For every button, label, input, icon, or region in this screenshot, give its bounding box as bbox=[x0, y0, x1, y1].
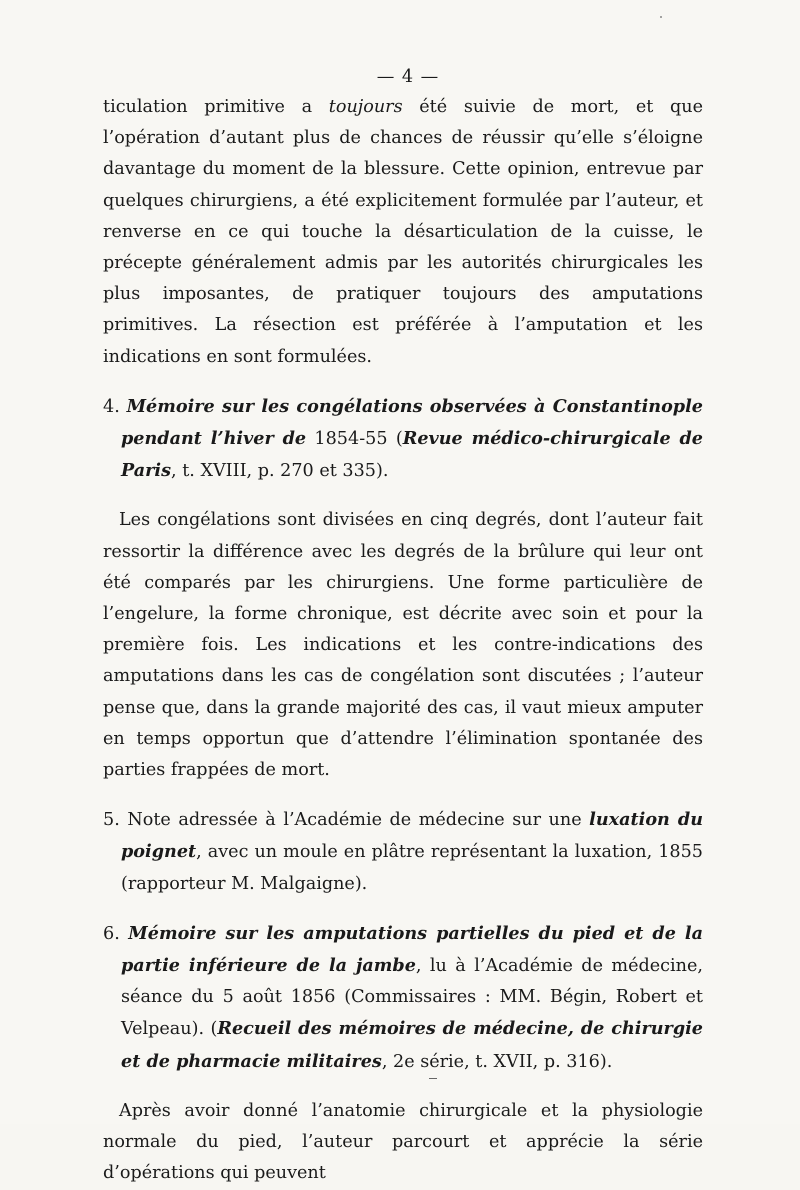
entry-title: Mémoire sur les amputations partielles du pied et de la partie inférieure de la jambe bbox=[121, 922, 704, 977]
paragraph-pied: Après avoir donné l’anatomie chirurgicale et la physiologie normale du pied, l’auteur parcourt et apprécie la série d’opérations qui peuvent bbox=[103, 1100, 703, 1184]
entry-reference: , 2e série, t. XVII, p. 316). bbox=[381, 1051, 613, 1072]
emphasis-text: toujours bbox=[328, 97, 403, 117]
entry-number: 5. bbox=[103, 810, 120, 831]
entry-emphasis: luxation du poignet bbox=[121, 809, 703, 863]
entry-title: Mémoire sur les congélations observées à Constantinople pendant l’hiver de bbox=[121, 395, 703, 450]
entry-text: Note adressée à l’Académie de médecine sur une bbox=[127, 810, 590, 831]
entry-number: 6. bbox=[103, 923, 120, 944]
bibliography-entry-5 bbox=[103, 804, 703, 900]
paragraph-congelations: Les congélations sont divisées en cinq degrés, dont l’auteur fait ressortir la différence avec les degrés de la brûlure qui leur ont été comparés par les chirurgiens. Une forme particulière de l’engelure, la forme chronique, est décrite avec soin et pour la première fois. Les indications et les contre-indications des amputations dans les cas de congélation sont discutées ; l’auteur pense que, dans la grande majorité des cas, il vaut mieux amputer en temps opportun que d’attendre l’élimination spontanée des parties frappées de mort. bbox=[103, 510, 703, 781]
entry-journal: Revue médico-chirurgicale de Paris bbox=[121, 428, 703, 482]
entry-journal: Recueil des mémoires de médecine, de chirurgie et de pharmacie militaires bbox=[121, 1018, 703, 1072]
paragraph-continuation bbox=[103, 92, 703, 373]
page-number: — 4 — bbox=[376, 67, 440, 87]
page-content bbox=[103, 62, 703, 1190]
entry-year: 1854-55 ( bbox=[306, 429, 403, 450]
paragraph-text: été suivie de mort, et que l’opération d’autant plus de chances de réussir qu’elle s’éloigne davantage du moment de la blessure. Cette opinion, entrevue par quelques chirurgiens, a été explicitement formulée par l’auteur, et renverse en ce qui touche la désarticulation de la cuisse, le précepte généralement admis par les autorités chirurgicales les plus imposantes, de pratiquer toujours des amputations primitives. La résection est préférée à l’amputation et les indications en sont formulées. bbox=[103, 97, 703, 367]
entry-text: , lu à l’Académie de médecine, séance du 5 août 1856 (Commissaires : MM. Bégin, Robert et Velpeau). ( bbox=[121, 956, 703, 1040]
bibliography-entry-6 bbox=[103, 918, 703, 1078]
bibliography-entry-4 bbox=[103, 391, 703, 488]
entry-reference: , avec un moule en plâtre représentant la luxation, 1855 (rapporteur M. Malgaigne). bbox=[121, 842, 703, 894]
paragraph-text: ticulation primitive a bbox=[103, 97, 329, 117]
entry-number: 4. bbox=[103, 396, 120, 417]
dash-mark bbox=[429, 1078, 437, 1079]
entry-reference: , t. XVIII, p. 270 et 335). bbox=[171, 461, 389, 482]
speck-mark bbox=[660, 16, 662, 18]
